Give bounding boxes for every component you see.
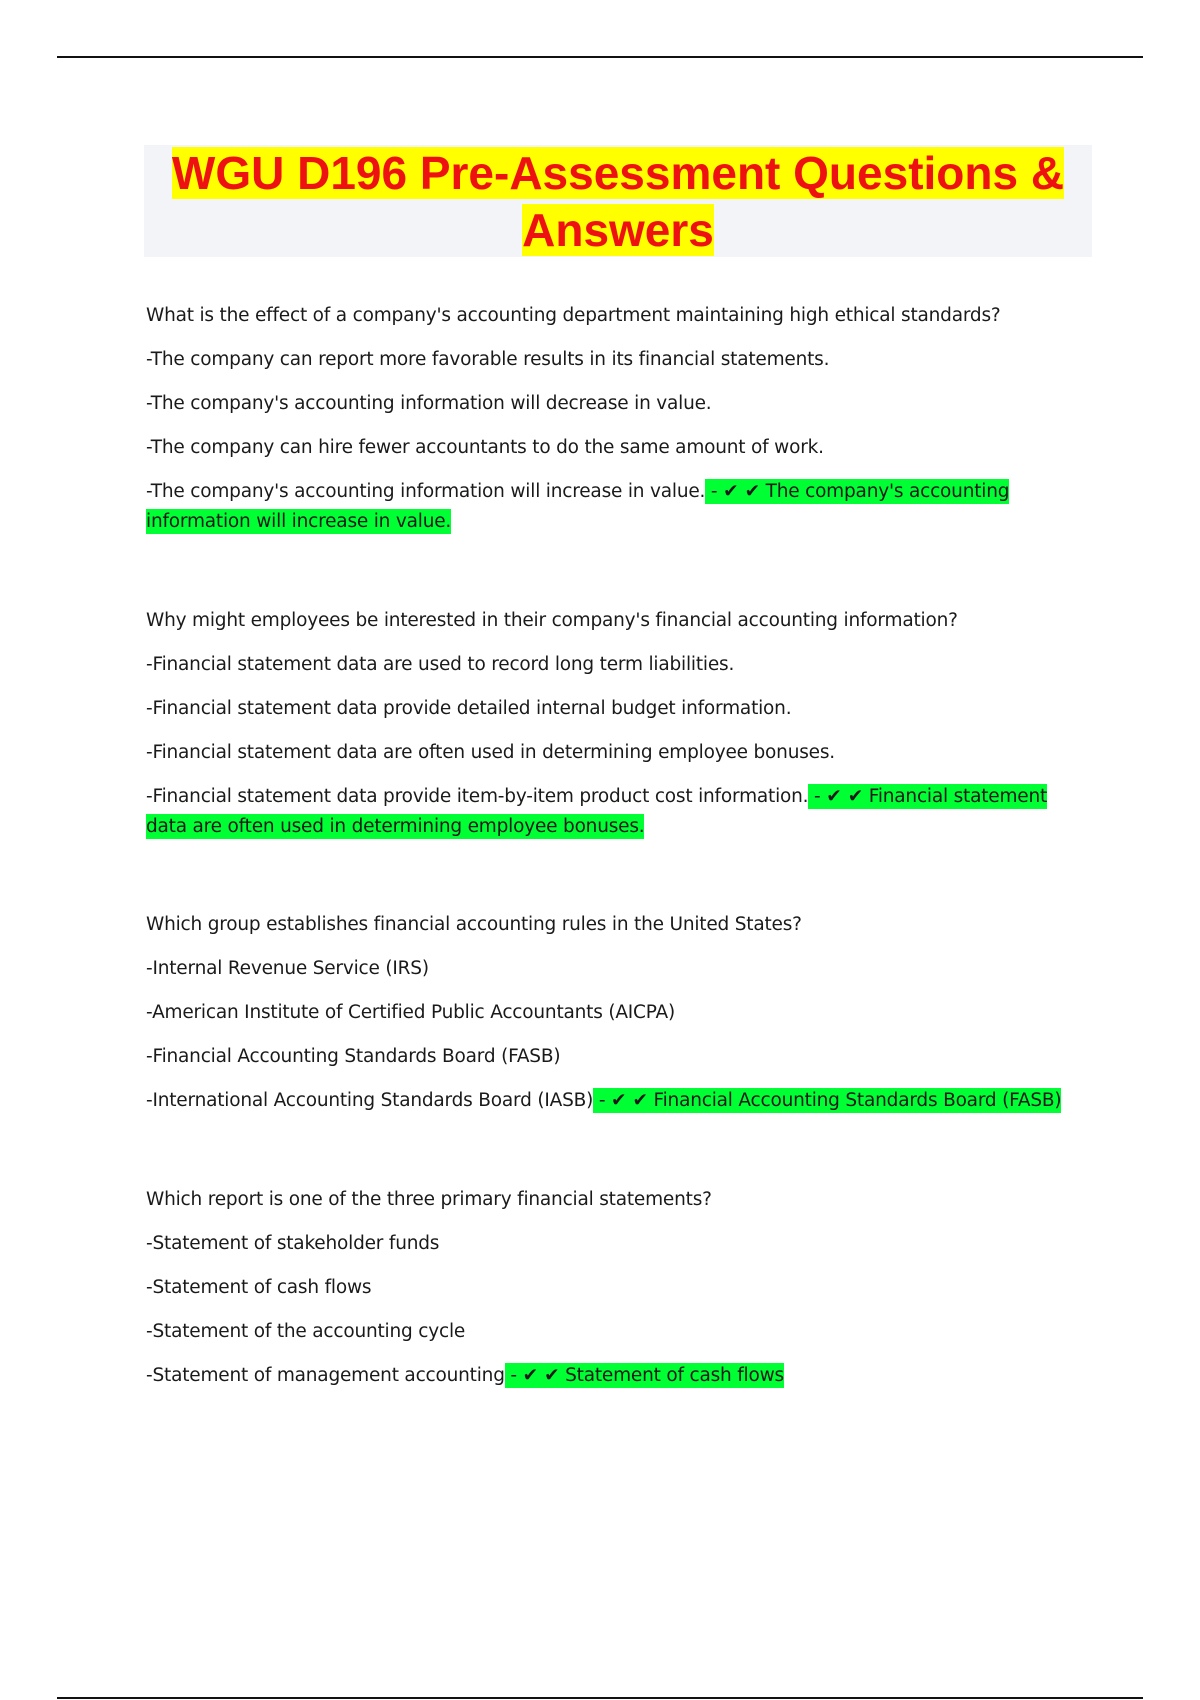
option-d: -Financial statement data provide item-by-item product cost information. bbox=[146, 786, 809, 807]
option-d-with-answer bbox=[146, 782, 1086, 842]
question-block-1 bbox=[146, 301, 1086, 537]
separator: - bbox=[504, 1365, 523, 1386]
question-block-4 bbox=[146, 1185, 1086, 1391]
option-d: -Statement of management accounting bbox=[146, 1365, 505, 1386]
separator: - bbox=[593, 1090, 611, 1111]
option-a: -Statement of stakeholder funds bbox=[146, 1233, 440, 1254]
bottom-rule bbox=[57, 1697, 1143, 1699]
option-c: -Financial statement data are often used in determining employee bonuses. bbox=[146, 742, 835, 763]
option-a: -Financial statement data are used to record long term liabilities. bbox=[146, 654, 735, 675]
option-d: -The company's accounting information will increase in value. bbox=[146, 481, 706, 502]
double-check-icon: ✔ ✔ bbox=[522, 1365, 560, 1386]
option-a: -Internal Revenue Service (IRS) bbox=[146, 958, 429, 979]
double-check-icon: ✔ ✔ bbox=[723, 481, 760, 502]
option-d-with-answer bbox=[146, 1086, 1086, 1116]
answer-text: Financial Accounting Standards Board (FASB) bbox=[653, 1090, 1062, 1111]
answer-highlight bbox=[505, 1363, 784, 1388]
top-rule bbox=[57, 56, 1143, 58]
separator: - bbox=[705, 481, 724, 502]
option-b: -American Institute of Certified Public Accountants (AICPA) bbox=[146, 1002, 676, 1023]
option-c: -The company can hire fewer accountants to do the same amount of work. bbox=[146, 437, 824, 458]
question-block-3 bbox=[146, 910, 1086, 1116]
option-c: -Statement of the accounting cycle bbox=[146, 1321, 466, 1342]
question-text: Which group establishes financial accounting rules in the United States? bbox=[146, 914, 802, 935]
title-block bbox=[144, 145, 1092, 257]
answer-text: Statement of cash flows bbox=[565, 1365, 784, 1386]
option-d: -International Accounting Standards Board (IASB) bbox=[146, 1090, 594, 1111]
answer-text: The company's accounting information will increase in value. bbox=[146, 481, 1010, 532]
document-title: WGU D196 Pre-Assessment Questions & Answers bbox=[171, 147, 1065, 256]
double-check-icon: ✔ ✔ bbox=[826, 786, 864, 807]
question-text: Which report is one of the three primary financial statements? bbox=[146, 1189, 712, 1210]
option-b: -Financial statement data provide detailed internal budget information. bbox=[146, 698, 792, 719]
answer-text: Financial statement data are often used in determining employee bonuses. bbox=[146, 786, 1048, 837]
option-b: -Statement of cash flows bbox=[146, 1277, 372, 1298]
option-d-with-answer bbox=[146, 1361, 1086, 1391]
answer-highlight bbox=[593, 1088, 1061, 1113]
question-text: Why might employees be interested in their company's financial accounting information? bbox=[146, 610, 958, 631]
question-text: What is the effect of a company's accounting department maintaining high ethical standards? bbox=[146, 305, 1001, 326]
option-b: -The company's accounting information will decrease in value. bbox=[146, 393, 712, 414]
double-check-icon: ✔ ✔ bbox=[610, 1090, 648, 1111]
option-c: -Financial Accounting Standards Board (FASB) bbox=[146, 1046, 561, 1067]
separator: - bbox=[808, 786, 827, 807]
option-a: -The company can report more favorable results in its financial statements. bbox=[146, 349, 830, 370]
question-block-2 bbox=[146, 606, 1086, 842]
option-d-with-answer bbox=[146, 477, 1086, 537]
